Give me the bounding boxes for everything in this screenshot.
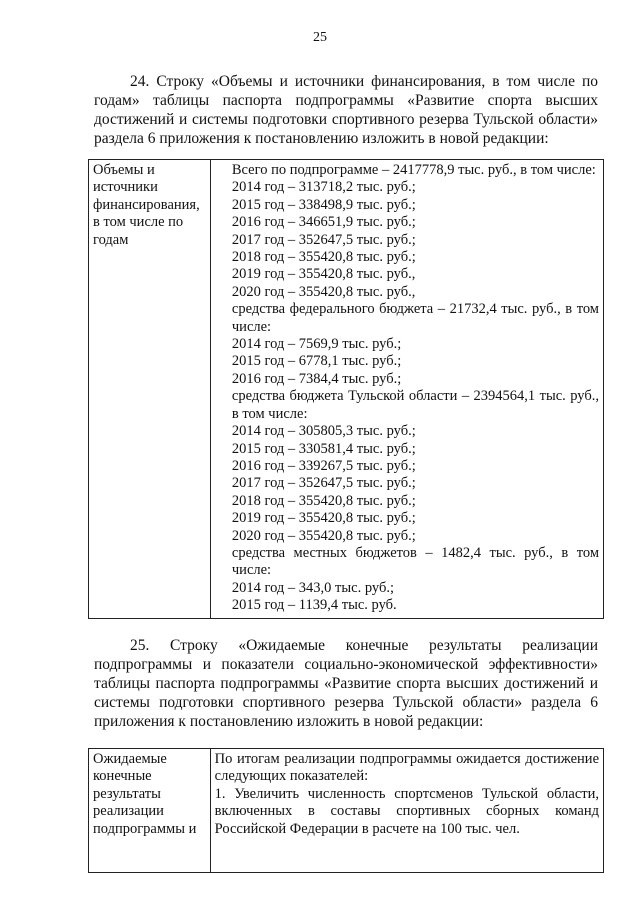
regional-year-2017: 2017 год – 352647,5 тыс. руб.; [231, 475, 416, 492]
results-label: Ожидаемые конечные результаты реализации подпрограммы и [93, 751, 197, 837]
local-year-2014: 2014 год – 343,0 тыс. руб.; [231, 579, 394, 596]
regional-year-2019: 2019 год – 355420,8 тыс. руб.; [231, 510, 416, 527]
financing-values-cell [210, 160, 603, 619]
regional-year-2020: 2020 год – 355420,8 тыс. руб.; [231, 527, 416, 544]
local-financing: средства местных бюджетов – 1482,4 тыс. руб., в том числе: [231, 544, 599, 579]
results-label-cell [89, 749, 211, 873]
results-intro: По итогам реализации подпрограммы ожидается достижение следующих показателей: [214, 751, 599, 785]
item-24-text: 24. Строку «Объемы и источники финансирования, в том числе по годам» таблицы паспорта подпрограммы «Развитие спорта высших достижений и системы подготовки спортивного резерва Тульской области» раздела 6 приложения к постановлению изложить в новой редакции: [94, 73, 598, 147]
financing-label: Объемы и источники финансирования, в том числе по годам [93, 162, 200, 248]
regional-year-2015: 2015 год – 330581,4 тыс. руб.; [231, 440, 416, 457]
financing-label-cell [89, 160, 211, 619]
results-row [89, 749, 604, 873]
item-25-paragraph [94, 636, 598, 731]
item-25-text: 25. Строку «Ожидаемые конечные результаты реализации подпрограммы и показатели социально-экономической эффективности» таблицы паспорта подпрограммы «Развитие спорта высших достижений и системы подготовки спортивного резерва Тульской области» раздела 6 приложения к постановлению изложить в новой редакции: [94, 637, 598, 730]
total-financing: Всего по подпрограмме – 2417778,9 тыс. руб., в том числе: [231, 162, 596, 178]
total-year-2015: 2015 год – 338498,9 тыс. руб.; [231, 196, 416, 213]
total-year-2020: 2020 год – 355420,8 тыс. руб., [231, 283, 416, 300]
regional-year-2018: 2018 год – 355420,8 тыс. руб.; [231, 492, 416, 509]
total-year-2017: 2017 год – 352647,5 тыс. руб.; [231, 231, 416, 248]
total-year-2018: 2018 год – 355420,8 тыс. руб.; [231, 249, 416, 266]
federal-year-2015: 2015 год – 6778,1 тыс. руб.; [231, 353, 402, 370]
regional-year-2014: 2014 год – 305805,3 тыс. руб.; [231, 423, 416, 440]
federal-financing: средства федерального бюджета – 21732,4 тыс. руб., в том числе: [231, 301, 599, 335]
results-point-1: 1. Увеличить численность спортсменов Тульской области, включенных в составы спортивных сборных команд Российской Федерации в расчете на 100 тыс. чел. [214, 785, 599, 837]
regional-financing: средства бюджета Тульской области – 2394564,1 тыс. руб., в том числе: [231, 388, 599, 422]
regional-year-2016: 2016 год – 339267,5 тыс. руб.; [231, 457, 416, 474]
financing-row [89, 160, 604, 619]
total-year-2014: 2014 год – 313718,2 тыс. руб.; [231, 179, 416, 196]
results-values-cell [210, 749, 603, 873]
item-24-paragraph [94, 72, 598, 148]
local-year-2015: 2015 год – 1139,4 тыс. руб. [231, 597, 397, 614]
federal-year-2014: 2014 год – 7569,9 тыс. руб.; [231, 336, 402, 353]
results-table [88, 748, 604, 873]
total-year-2016: 2016 год – 346651,9 тыс. руб.; [231, 214, 416, 231]
federal-year-2016: 2016 год – 7384,4 тыс. руб.; [231, 370, 402, 387]
total-year-2019: 2019 год – 355420,8 тыс. руб., [231, 266, 416, 283]
financing-table [88, 159, 604, 619]
page-number: 25 [313, 30, 327, 45]
